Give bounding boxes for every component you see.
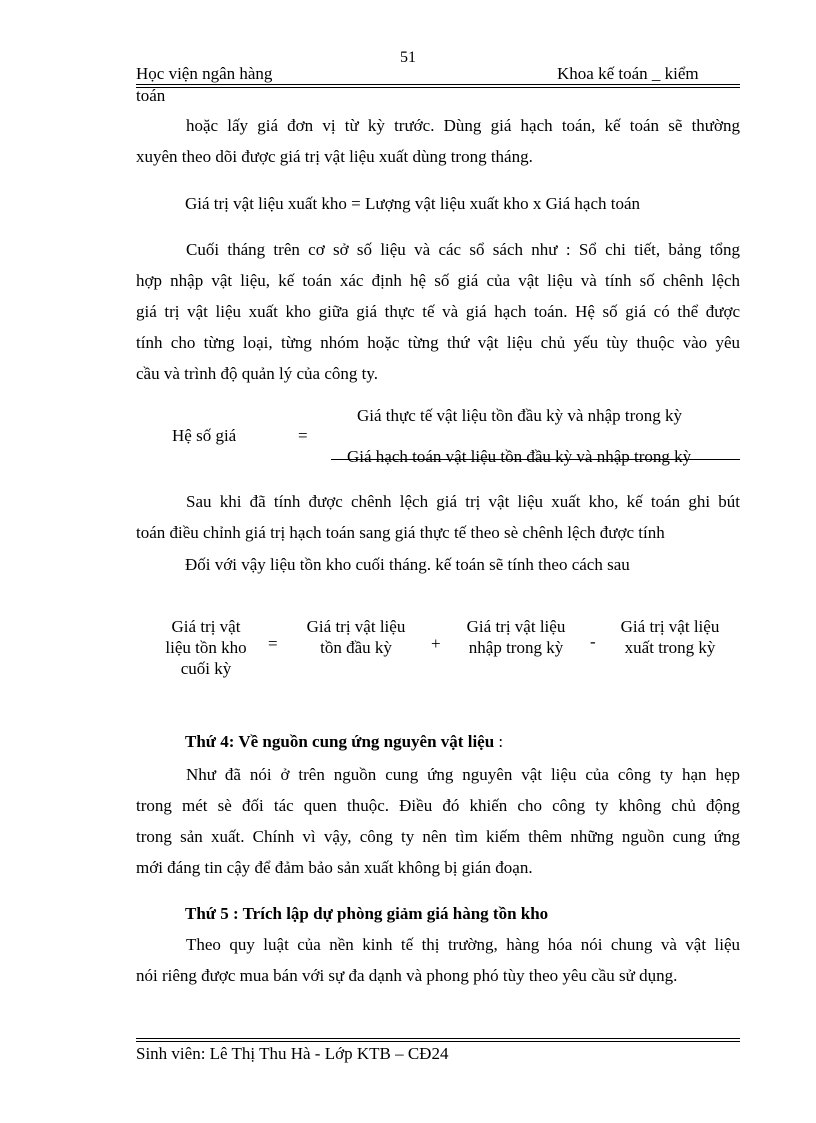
paragraph-line: trong sản xuất. Chính vì vậy, công ty nên tìm kiếm thêm những nguồn cung ứng (136, 827, 740, 846)
term-line: Giá trị vật liệu (306, 617, 406, 636)
coef-equals: = (298, 426, 308, 445)
footer-rule-top (136, 1038, 740, 1039)
term-line: liệu tồn kho (165, 638, 247, 657)
paragraph-line: toán điều chỉnh giá trị hạch toán sang giá thực tế theo sè chênh lệch được tính (136, 523, 665, 542)
section-4-body (136, 759, 740, 883)
paragraph-2 (136, 234, 740, 389)
coef-denominator: Giá hạch toán vật liệu tồn đầu kỳ và nhập trong kỳ (347, 447, 692, 466)
paragraph-line: hoặc lấy giá đơn vị từ kỳ trước. Dùng giá hạch toán, kế toán sẽ thường (186, 116, 740, 135)
section-4-heading (185, 732, 503, 752)
stock-minus: - (590, 632, 596, 651)
header-rule-bottom (136, 87, 740, 88)
term-line: cuối kỳ (180, 659, 232, 678)
paragraph-line: nói riêng được mua bán với sự đa dạnh và phong phó tùy theo yêu cầu sử dụng. (136, 966, 678, 985)
paragraph-line: tính cho từng loại, từng nhóm hoặc từng thứ vật liệu chủ yếu tùy thuộc vào yêu (136, 333, 740, 352)
term-line: Giá trị vật liệu (466, 617, 566, 636)
stock-term-ending (146, 616, 266, 679)
paragraph-1 (136, 110, 740, 172)
section-heading-suffix: : (494, 732, 504, 751)
stock-equals: = (268, 634, 278, 653)
footer-student: Sinh viên: Lê Thị Thu Hà - Lớp KTB – CĐ24 (136, 1044, 449, 1063)
paragraph-line: giá trị vật liệu xuất kho giữa giá thực tế và giá hạch toán. Hệ số giá có thể được (136, 302, 740, 321)
term-line: Giá trị vật (171, 617, 241, 636)
coef-numerator: Giá thực tế vật liệu tồn đầu kỳ và nhập trong kỳ (357, 406, 683, 425)
header-rule-top (136, 84, 740, 85)
page-number: 51 (400, 49, 416, 66)
section-5-heading: Thứ 5 : Trích lập dự phòng giảm giá hàng tồn kho (185, 904, 549, 923)
paragraph-line: cầu và trình độ quản lý của công ty. (136, 364, 379, 383)
paragraph-line: trong mét sè đối tác quen thuộc. Điều đó khiến cho công ty không chủ động (136, 796, 740, 815)
term-line: tồn đầu kỳ (320, 638, 392, 657)
header-institution: Học viện ngân hàng (136, 64, 273, 83)
formula-xuat-kho: Giá trị vật liệu xuất kho = Lượng vật liệu xuất kho x Giá hạch toán (185, 194, 641, 213)
term-line: Giá trị vật liệu (620, 617, 720, 636)
header-faculty-continued: toán (136, 86, 166, 105)
paragraph-3 (136, 486, 740, 548)
term-line: nhập trong kỳ (468, 638, 564, 657)
paragraph-line: Theo quy luật của nền kinh tế thị trường, hàng hóa nói chung và vật liệu (186, 935, 740, 954)
paragraph-line: Sau khi đã tính được chênh lệch giá trị vật liệu xuất kho, kế toán ghi bút (186, 492, 740, 511)
stock-term-opening (296, 616, 416, 658)
header-faculty: Khoa kế toán _ kiểm (557, 64, 699, 83)
section-heading-text: Thứ 4: Về nguồn cung ứng nguyên vật liệu (185, 732, 495, 751)
stock-term-received (449, 616, 583, 658)
fraction-bar (331, 459, 740, 460)
footer-rule-bottom (136, 1041, 740, 1042)
term-line: xuất trong kỳ (624, 638, 716, 657)
paragraph-line: Như đã nói ở trên nguồn cung ứng nguyên vật liệu của công ty hạn hẹp (186, 765, 740, 784)
stock-plus: + (431, 634, 441, 653)
stock-term-issued (604, 616, 736, 658)
paragraph-line: mới đáng tin cậy để đảm bảo sản xuất không bị gián đoạn. (136, 858, 533, 877)
paragraph-line: xuyên theo dõi được giá trị vật liệu xuất dùng trong tháng. (136, 147, 533, 166)
paragraph-4: Đối với vậy liệu tồn kho cuối tháng. kế toán sẽ tính theo cách sau (185, 555, 630, 574)
coef-label: Hệ số giá (172, 426, 237, 445)
section-5-body (136, 929, 740, 991)
paragraph-line: hợp nhập vật liệu, kế toán xác định hệ số giá của vật liệu và tính số chênh lệch (136, 271, 740, 290)
paragraph-line: Cuối tháng trên cơ sở số liệu và các sổ sách như : Sổ chi tiết, bảng tổng (186, 240, 740, 259)
